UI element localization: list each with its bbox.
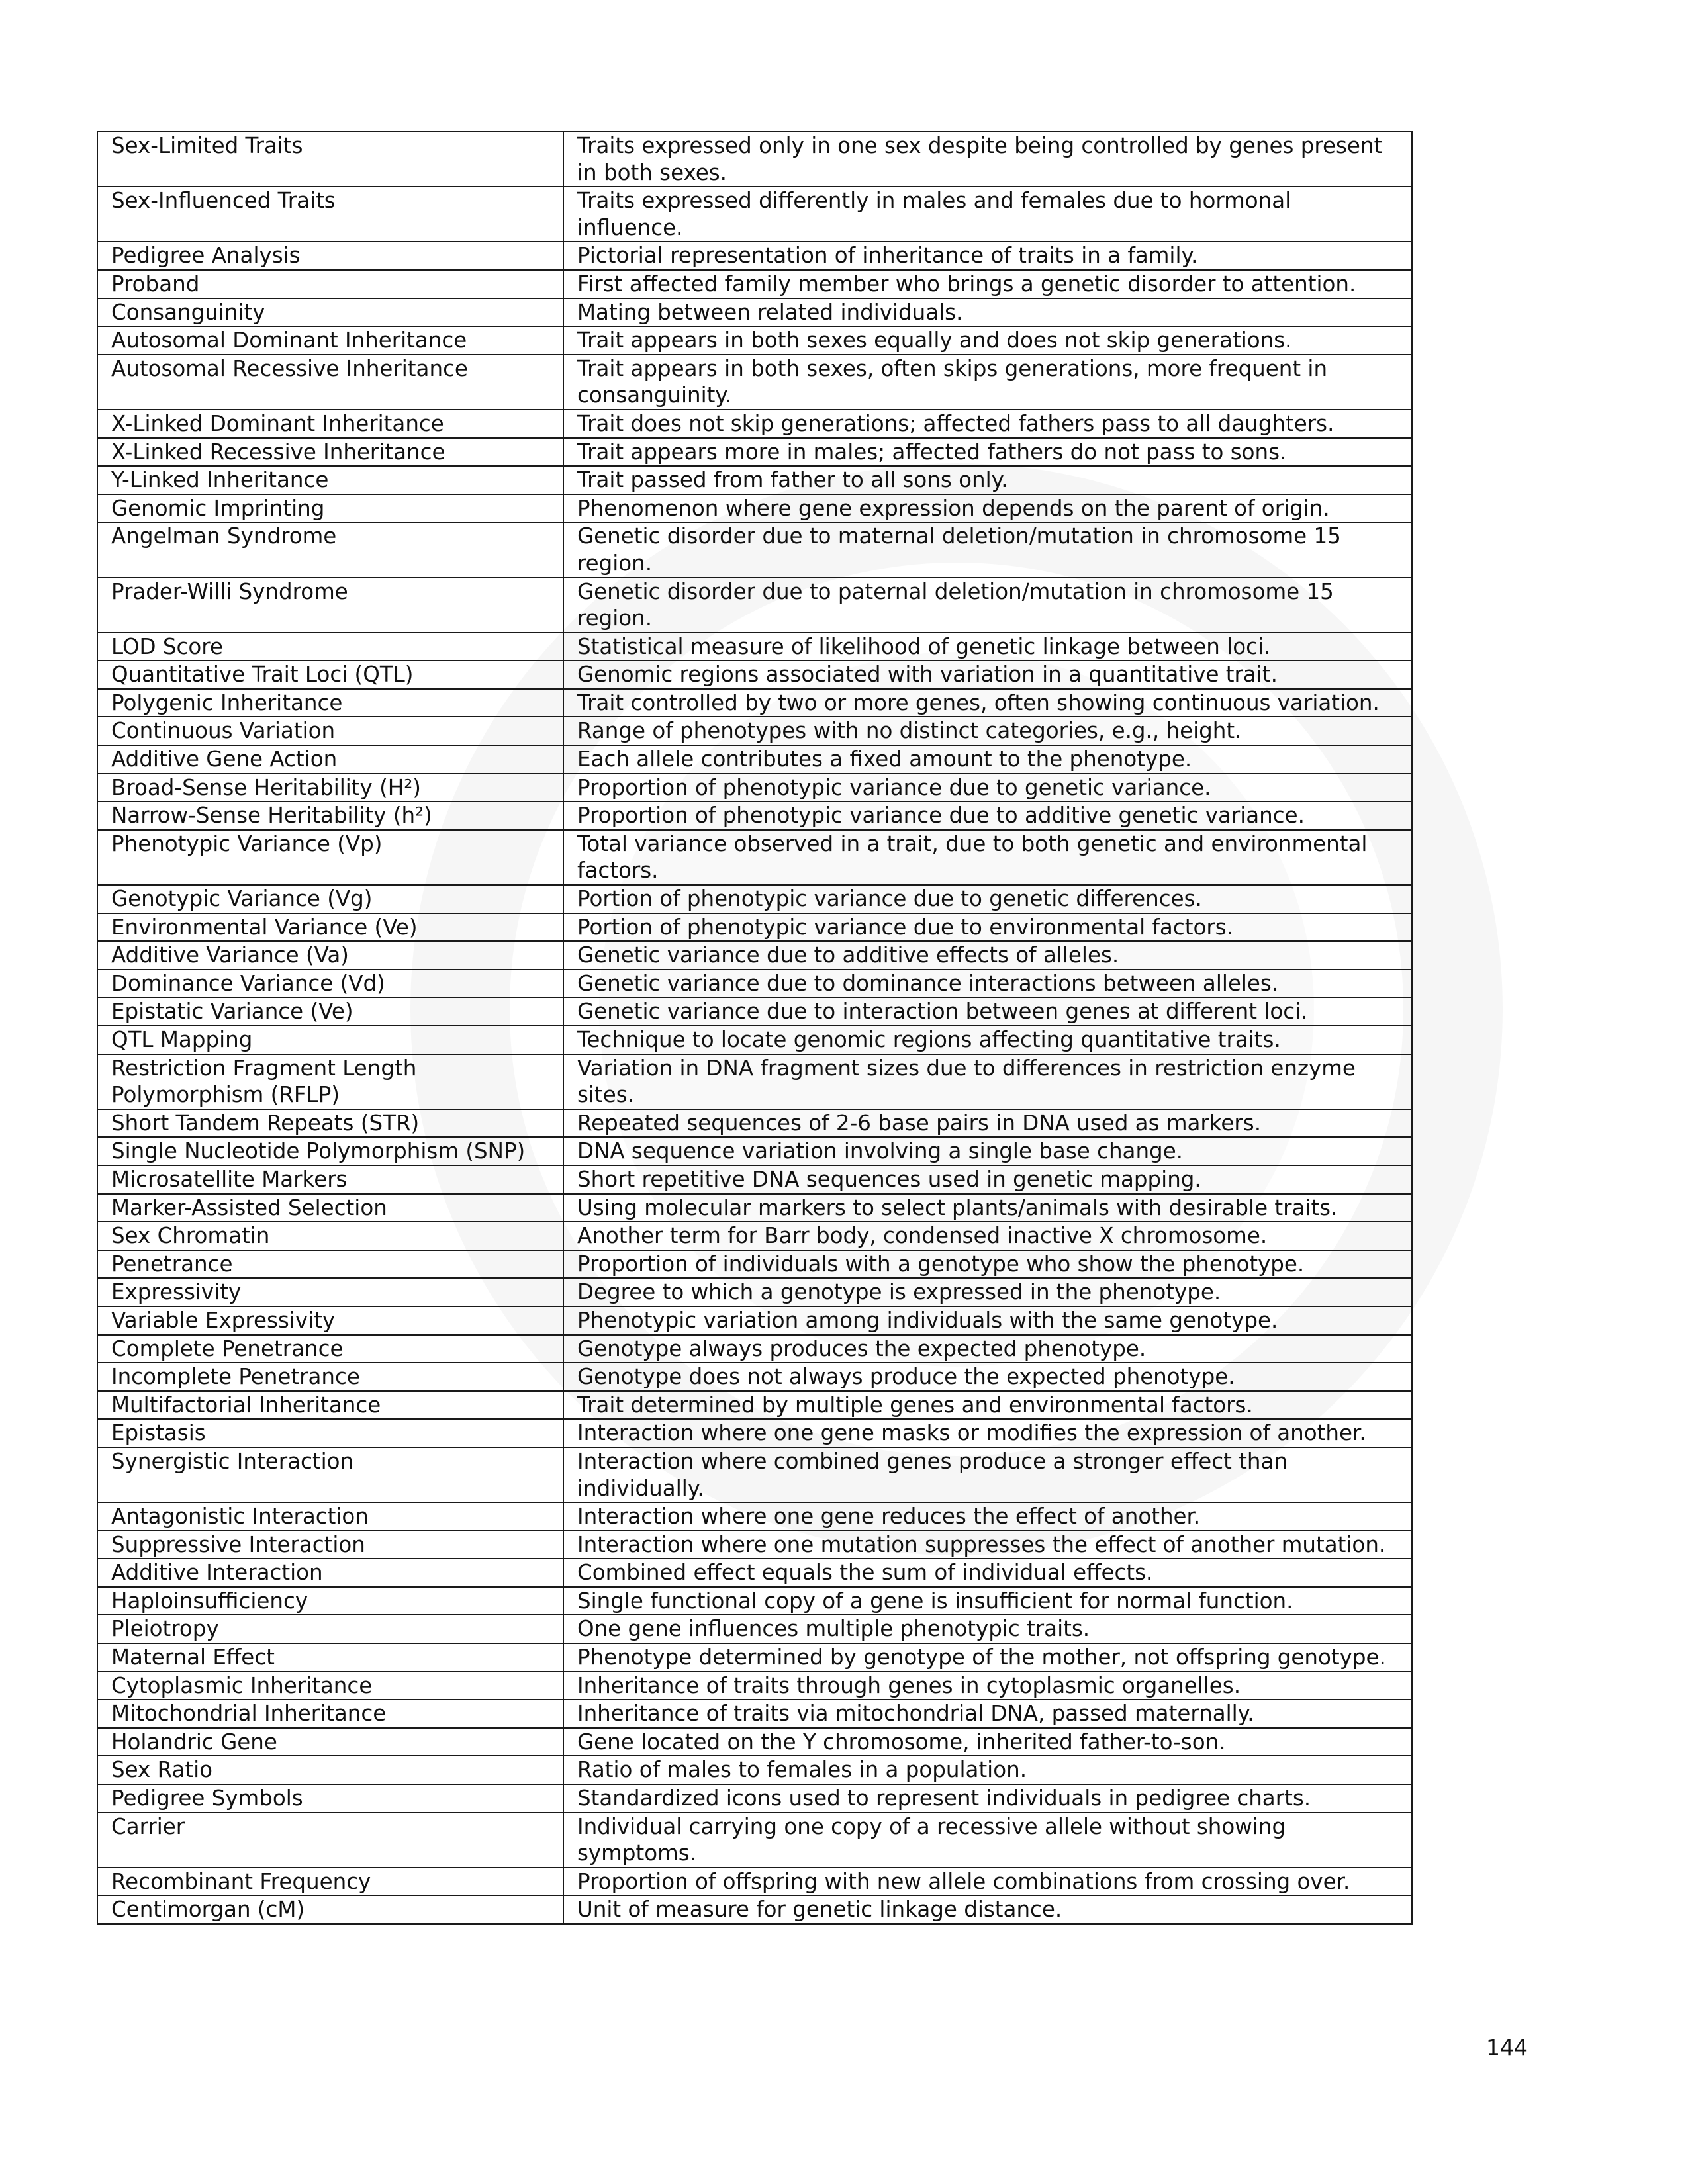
table-row: [97, 1447, 1412, 1502]
definition-cell: Traits expressed differently in males and females due to hormonal influence.: [563, 187, 1412, 242]
table-row: [97, 1222, 1412, 1250]
definition-cell: Phenotype determined by genotype of the mother, not offspring genotype.: [563, 1643, 1412, 1672]
table-row: [97, 326, 1412, 355]
definition-cell: Another term for Barr body, condensed inactive X chromosome.: [563, 1222, 1412, 1250]
term-cell: Short Tandem Repeats (STR): [97, 1109, 563, 1138]
definition-cell: Unit of measure for genetic linkage distance.: [563, 1895, 1412, 1924]
table-row: [97, 578, 1412, 633]
term-cell: QTL Mapping: [97, 1026, 563, 1054]
definition-cell: Interaction where one gene masks or modifies the expression of another.: [563, 1419, 1412, 1447]
definition-cell: Variation in DNA fragment sizes due to differences in restriction enzyme sites.: [563, 1054, 1412, 1109]
page-number: 144: [1486, 2034, 1528, 2060]
table-row: [97, 660, 1412, 689]
table-row: [97, 830, 1412, 885]
table-row: [97, 717, 1412, 745]
table-row: [97, 970, 1412, 998]
table-row: [97, 522, 1412, 577]
table-row: [97, 885, 1412, 913]
definition-cell: Proportion of offspring with new allele combinations from crossing over.: [563, 1868, 1412, 1896]
term-cell: Consanguinity: [97, 298, 563, 327]
table-row: [97, 1700, 1412, 1728]
table-row: [97, 1109, 1412, 1138]
definition-cell: Portion of phenotypic variance due to environmental factors.: [563, 913, 1412, 942]
term-cell: Pleiotropy: [97, 1615, 563, 1643]
term-cell: Single Nucleotide Polymorphism (SNP): [97, 1137, 563, 1165]
term-cell: Broad-Sense Heritability (H²): [97, 774, 563, 802]
term-cell: Sex-Limited Traits: [97, 132, 563, 187]
table-row: [97, 1306, 1412, 1335]
term-cell: Additive Gene Action: [97, 745, 563, 774]
table-row: [97, 1672, 1412, 1700]
term-cell: Environmental Variance (Ve): [97, 913, 563, 942]
term-cell: Mitochondrial Inheritance: [97, 1700, 563, 1728]
table-row: [97, 941, 1412, 970]
definition-cell: Interaction where one gene reduces the effect of another.: [563, 1502, 1412, 1531]
definition-cell: Phenotypic variation among individuals with the same genotype.: [563, 1306, 1412, 1335]
table-row: [97, 298, 1412, 327]
term-cell: Recombinant Frequency: [97, 1868, 563, 1896]
definition-cell: Total variance observed in a trait, due to both genetic and environmental factors.: [563, 830, 1412, 885]
term-cell: Pedigree Symbols: [97, 1784, 563, 1813]
glossary-table: [97, 131, 1413, 1925]
definition-cell: Each allele contributes a fixed amount to the phenotype.: [563, 745, 1412, 774]
definition-cell: Trait appears in both sexes, often skips generations, more frequent in consanguinity.: [563, 355, 1412, 410]
term-cell: LOD Score: [97, 633, 563, 661]
term-cell: Expressivity: [97, 1278, 563, 1306]
table-row: [97, 355, 1412, 410]
definition-cell: Pictorial representation of inheritance of traits in a family.: [563, 242, 1412, 270]
term-cell: Penetrance: [97, 1250, 563, 1279]
term-cell: Sex-Influenced Traits: [97, 187, 563, 242]
term-cell: Synergistic Interaction: [97, 1447, 563, 1502]
term-cell: Additive Interaction: [97, 1559, 563, 1587]
definition-cell: Single functional copy of a gene is insufficient for normal function.: [563, 1587, 1412, 1615]
term-cell: Pedigree Analysis: [97, 242, 563, 270]
table-row: [97, 187, 1412, 242]
term-cell: Angelman Syndrome: [97, 522, 563, 577]
definition-cell: Genetic variance due to additive effects of alleles.: [563, 941, 1412, 970]
term-cell: Antagonistic Interaction: [97, 1502, 563, 1531]
definition-cell: Genetic variance due to interaction between genes at different loci.: [563, 997, 1412, 1026]
term-cell: Sex Chromatin: [97, 1222, 563, 1250]
table-row: [97, 1784, 1412, 1813]
table-row: [97, 1728, 1412, 1756]
term-cell: Additive Variance (Va): [97, 941, 563, 970]
table-row: [97, 1813, 1412, 1868]
table-row: [97, 1137, 1412, 1165]
definition-cell: Trait does not skip generations; affected fathers pass to all daughters.: [563, 410, 1412, 438]
definition-cell: Genotype does not always produce the expected phenotype.: [563, 1363, 1412, 1391]
term-cell: Autosomal Dominant Inheritance: [97, 326, 563, 355]
term-cell: Multifactorial Inheritance: [97, 1391, 563, 1420]
table-row: [97, 689, 1412, 717]
definition-cell: Traits expressed only in one sex despite being controlled by genes present in both sexes.: [563, 132, 1412, 187]
table-row: [97, 1756, 1412, 1784]
definition-cell: Combined effect equals the sum of individual effects.: [563, 1559, 1412, 1587]
definition-cell: Genetic disorder due to maternal deletion/mutation in chromosome 15 region.: [563, 522, 1412, 577]
table-row: [97, 1165, 1412, 1194]
definition-cell: Trait appears in both sexes equally and does not skip generations.: [563, 326, 1412, 355]
term-cell: Cytoplasmic Inheritance: [97, 1672, 563, 1700]
definition-cell: One gene influences multiple phenotypic traits.: [563, 1615, 1412, 1643]
definition-cell: Standardized icons used to represent individuals in pedigree charts.: [563, 1784, 1412, 1813]
table-row: [97, 270, 1412, 298]
term-cell: Epistatic Variance (Ve): [97, 997, 563, 1026]
table-row: [97, 494, 1412, 523]
term-cell: X-Linked Recessive Inheritance: [97, 438, 563, 467]
table-row: [97, 1895, 1412, 1924]
definition-cell: Range of phenotypes with no distinct categories, e.g., height.: [563, 717, 1412, 745]
definition-cell: Portion of phenotypic variance due to genetic differences.: [563, 885, 1412, 913]
definition-cell: Interaction where one mutation suppresses the effect of another mutation.: [563, 1531, 1412, 1559]
table-row: [97, 801, 1412, 830]
definition-cell: Proportion of phenotypic variance due to additive genetic variance.: [563, 801, 1412, 830]
definition-cell: Trait controlled by two or more genes, often showing continuous variation.: [563, 689, 1412, 717]
table-row: [97, 1278, 1412, 1306]
term-cell: Holandric Gene: [97, 1728, 563, 1756]
term-cell: Incomplete Penetrance: [97, 1363, 563, 1391]
term-cell: Dominance Variance (Vd): [97, 970, 563, 998]
table-row: [97, 1419, 1412, 1447]
definition-cell: Genomic regions associated with variation in a quantitative trait.: [563, 660, 1412, 689]
definition-cell: Technique to locate genomic regions affecting quantitative traits.: [563, 1026, 1412, 1054]
table-row: [97, 997, 1412, 1026]
definition-cell: Trait passed from father to all sons only.: [563, 466, 1412, 494]
definition-cell: Degree to which a genotype is expressed in the phenotype.: [563, 1278, 1412, 1306]
term-cell: Restriction Fragment Length Polymorphism (RFLP): [97, 1054, 563, 1109]
term-cell: Genomic Imprinting: [97, 494, 563, 523]
definition-cell: DNA sequence variation involving a single base change.: [563, 1137, 1412, 1165]
term-cell: Continuous Variation: [97, 717, 563, 745]
glossary-body: [97, 132, 1412, 1924]
term-cell: Phenotypic Variance (Vp): [97, 830, 563, 885]
definition-cell: Mating between related individuals.: [563, 298, 1412, 327]
table-row: [97, 242, 1412, 270]
term-cell: Centimorgan (cM): [97, 1895, 563, 1924]
definition-cell: Trait determined by multiple genes and environmental factors.: [563, 1391, 1412, 1420]
table-row: [97, 1391, 1412, 1420]
term-cell: Autosomal Recessive Inheritance: [97, 355, 563, 410]
table-row: [97, 410, 1412, 438]
table-row: [97, 1194, 1412, 1222]
definition-cell: Short repetitive DNA sequences used in genetic mapping.: [563, 1165, 1412, 1194]
definition-cell: First affected family member who brings a genetic disorder to attention.: [563, 270, 1412, 298]
table-row: [97, 633, 1412, 661]
definition-cell: Repeated sequences of 2-6 base pairs in DNA used as markers.: [563, 1109, 1412, 1138]
table-row: [97, 1587, 1412, 1615]
definition-cell: Proportion of individuals with a genotype who show the phenotype.: [563, 1250, 1412, 1279]
term-cell: Prader-Willi Syndrome: [97, 578, 563, 633]
definition-cell: Statistical measure of likelihood of genetic linkage between loci.: [563, 633, 1412, 661]
table-row: [97, 745, 1412, 774]
term-cell: Sex Ratio: [97, 1756, 563, 1784]
term-cell: Marker-Assisted Selection: [97, 1194, 563, 1222]
definition-cell: Genetic variance due to dominance interactions between alleles.: [563, 970, 1412, 998]
table-row: [97, 1643, 1412, 1672]
term-cell: Genotypic Variance (Vg): [97, 885, 563, 913]
term-cell: Epistasis: [97, 1419, 563, 1447]
table-row: [97, 466, 1412, 494]
term-cell: Maternal Effect: [97, 1643, 563, 1672]
table-row: [97, 1531, 1412, 1559]
term-cell: X-Linked Dominant Inheritance: [97, 410, 563, 438]
table-row: [97, 1502, 1412, 1531]
table-row: [97, 1054, 1412, 1109]
term-cell: Polygenic Inheritance: [97, 689, 563, 717]
table-row: [97, 774, 1412, 802]
definition-cell: Individual carrying one copy of a recessive allele without showing symptoms.: [563, 1813, 1412, 1868]
definition-cell: Phenomenon where gene expression depends on the parent of origin.: [563, 494, 1412, 523]
term-cell: Haploinsufficiency: [97, 1587, 563, 1615]
term-cell: Y-Linked Inheritance: [97, 466, 563, 494]
definition-cell: Genotype always produces the expected phenotype.: [563, 1335, 1412, 1363]
table-row: [97, 132, 1412, 187]
term-cell: Carrier: [97, 1813, 563, 1868]
table-row: [97, 1559, 1412, 1587]
term-cell: Suppressive Interaction: [97, 1531, 563, 1559]
table-row: [97, 1335, 1412, 1363]
table-row: [97, 1026, 1412, 1054]
definition-cell: Inheritance of traits via mitochondrial DNA, passed maternally.: [563, 1700, 1412, 1728]
term-cell: Microsatellite Markers: [97, 1165, 563, 1194]
definition-cell: Genetic disorder due to paternal deletion/mutation in chromosome 15 region.: [563, 578, 1412, 633]
table-row: [97, 438, 1412, 467]
definition-cell: Interaction where combined genes produce a stronger effect than individually.: [563, 1447, 1412, 1502]
definition-cell: Gene located on the Y chromosome, inherited father-to-son.: [563, 1728, 1412, 1756]
table-row: [97, 1363, 1412, 1391]
term-cell: Narrow-Sense Heritability (h²): [97, 801, 563, 830]
definition-cell: Proportion of phenotypic variance due to genetic variance.: [563, 774, 1412, 802]
definition-cell: Using molecular markers to select plants/animals with desirable traits.: [563, 1194, 1412, 1222]
term-cell: Variable Expressivity: [97, 1306, 563, 1335]
term-cell: Complete Penetrance: [97, 1335, 563, 1363]
term-cell: Quantitative Trait Loci (QTL): [97, 660, 563, 689]
definition-cell: Ratio of males to females in a population.: [563, 1756, 1412, 1784]
table-row: [97, 913, 1412, 942]
definition-cell: Trait appears more in males; affected fathers do not pass to sons.: [563, 438, 1412, 467]
table-row: [97, 1868, 1412, 1896]
table-row: [97, 1250, 1412, 1279]
table-row: [97, 1615, 1412, 1643]
term-cell: Proband: [97, 270, 563, 298]
definition-cell: Inheritance of traits through genes in cytoplasmic organelles.: [563, 1672, 1412, 1700]
